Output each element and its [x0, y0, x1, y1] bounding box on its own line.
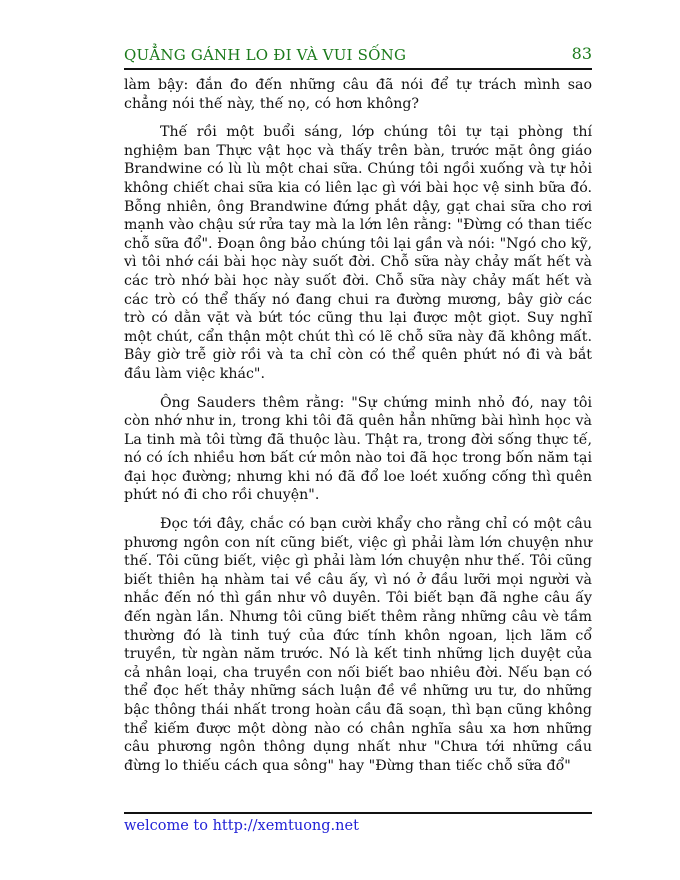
page-number: 83 — [571, 44, 592, 63]
header-divider — [124, 68, 592, 70]
paragraph-sauders-quote: Ông Sauders thêm rằng: "Sự chứng minh nhỏ đó, nay tôi còn nhớ như in, trong khi tôi đã quên hẳn những bài hình học và La tinh mà tôi từng đã thuộc làu. Thật ra, trong đời sống thực tế, nó có ích nhiều hơn bất cứ môn nào toi đã học trong bốn năm tại đại học đường; nhưng khi nó đã đổ loe loét xuống cống thì quên phứt nó đi cho rồi chuyện". — [124, 394, 592, 504]
page-header — [124, 44, 592, 66]
paragraph-proverb-reflection: Đọc tới đây, chắc có bạn cười khẩy cho rằng chỉ có một câu phương ngôn con nít cũng biết, việc gì phải làm lớn chuyện như thế. Tôi cũng biết, việc gì phải làm lớn chuyện như thế. Tôi cũng biết thiên hạ nhàm tai về câu ấy, vì nó ở đầu lưỡi mọi người và nhắc đến nó thì gần như vô duyên. Tôi biết bạn đã nghe câu ấy đến ngàn lần. Nhưng tôi cũng biết thêm rằng những câu vè tầm thường đó là tinh tuý của đức tính khôn ngoan, lịch lãm cổ truyền, từ ngàn năm trước. Nó là kết tinh những lịch duyệt của cả nhân loại, cha truyền con nối biết bao nhiêu đời. Nếu bạn có thể đọc hết thảy những sách luận đề về những ưu tư, do những bậc thông thái nhất trong hoàn cầu đã soạn, thì bạn cũng không thể kiếm được một dòng nào có chân nghĩa sâu xa hơn những câu phương ngôn thông dụng nhất như "Chưa tới những cầu đừng lo thiếu cách qua sông" hay "Đừng than tiếc chỗ sữa đổ" — [124, 516, 592, 774]
page-body — [124, 76, 592, 785]
paragraph-continuation: làm bậy: đắn đo đến những câu đã nói để tự trách mình sao chẳng nói thế này, thế nọ, có hơn không? — [124, 77, 592, 112]
footer-divider — [124, 812, 592, 814]
footer-link[interactable]: welcome to http://xemtuong.net — [124, 818, 359, 834]
paragraph-milk-lesson: Thế rồi một buổi sáng, lớp chúng tôi tự tại phòng thí nghiệm ban Thực vật học và thấy trên bàn, trước mặt ông giáo Brandwine có lù lù một chai sữa. Chúng tôi ngồi xuống và tự hỏi không chiết chai sữa kia có liên lạc gì với bài học vệ sinh bữa đó. Bỗng nhiên, ông Brandwine đứng phắt dậy, gạt chai sữa cho rơi mạnh vào chậu sứ rửa tay mà la lớn lên rằng: "Đừng có than tiếc chỗ sữa đổ". Đoạn ông bảo chúng tôi lại gần và nói: "Ngó cho kỹ, vì tôi nhớ cái bài học này suốt đời. Chỗ sữa này chảy mất hết và các trò nhớ bài học này suốt đời. Chỗ sữa này chảy mất hết và các trò có thể thấy nó đang chui ra đường mương, bây giờ các trò có dằn vặt và bứt tóc cũng thu lại được một giọt. Suy nghĩ một chút, cẩn thận một chút thì có lẽ chỗ sữa này đã không mất. Bây giờ trễ giờ rồi và ta chỉ còn có thể quên phứt nó đi và bắt đầu làm việc khác". — [124, 124, 592, 382]
book-title: QUẲNG GÁNH LO ĐI VÀ VUI SỐNG — [124, 46, 407, 64]
